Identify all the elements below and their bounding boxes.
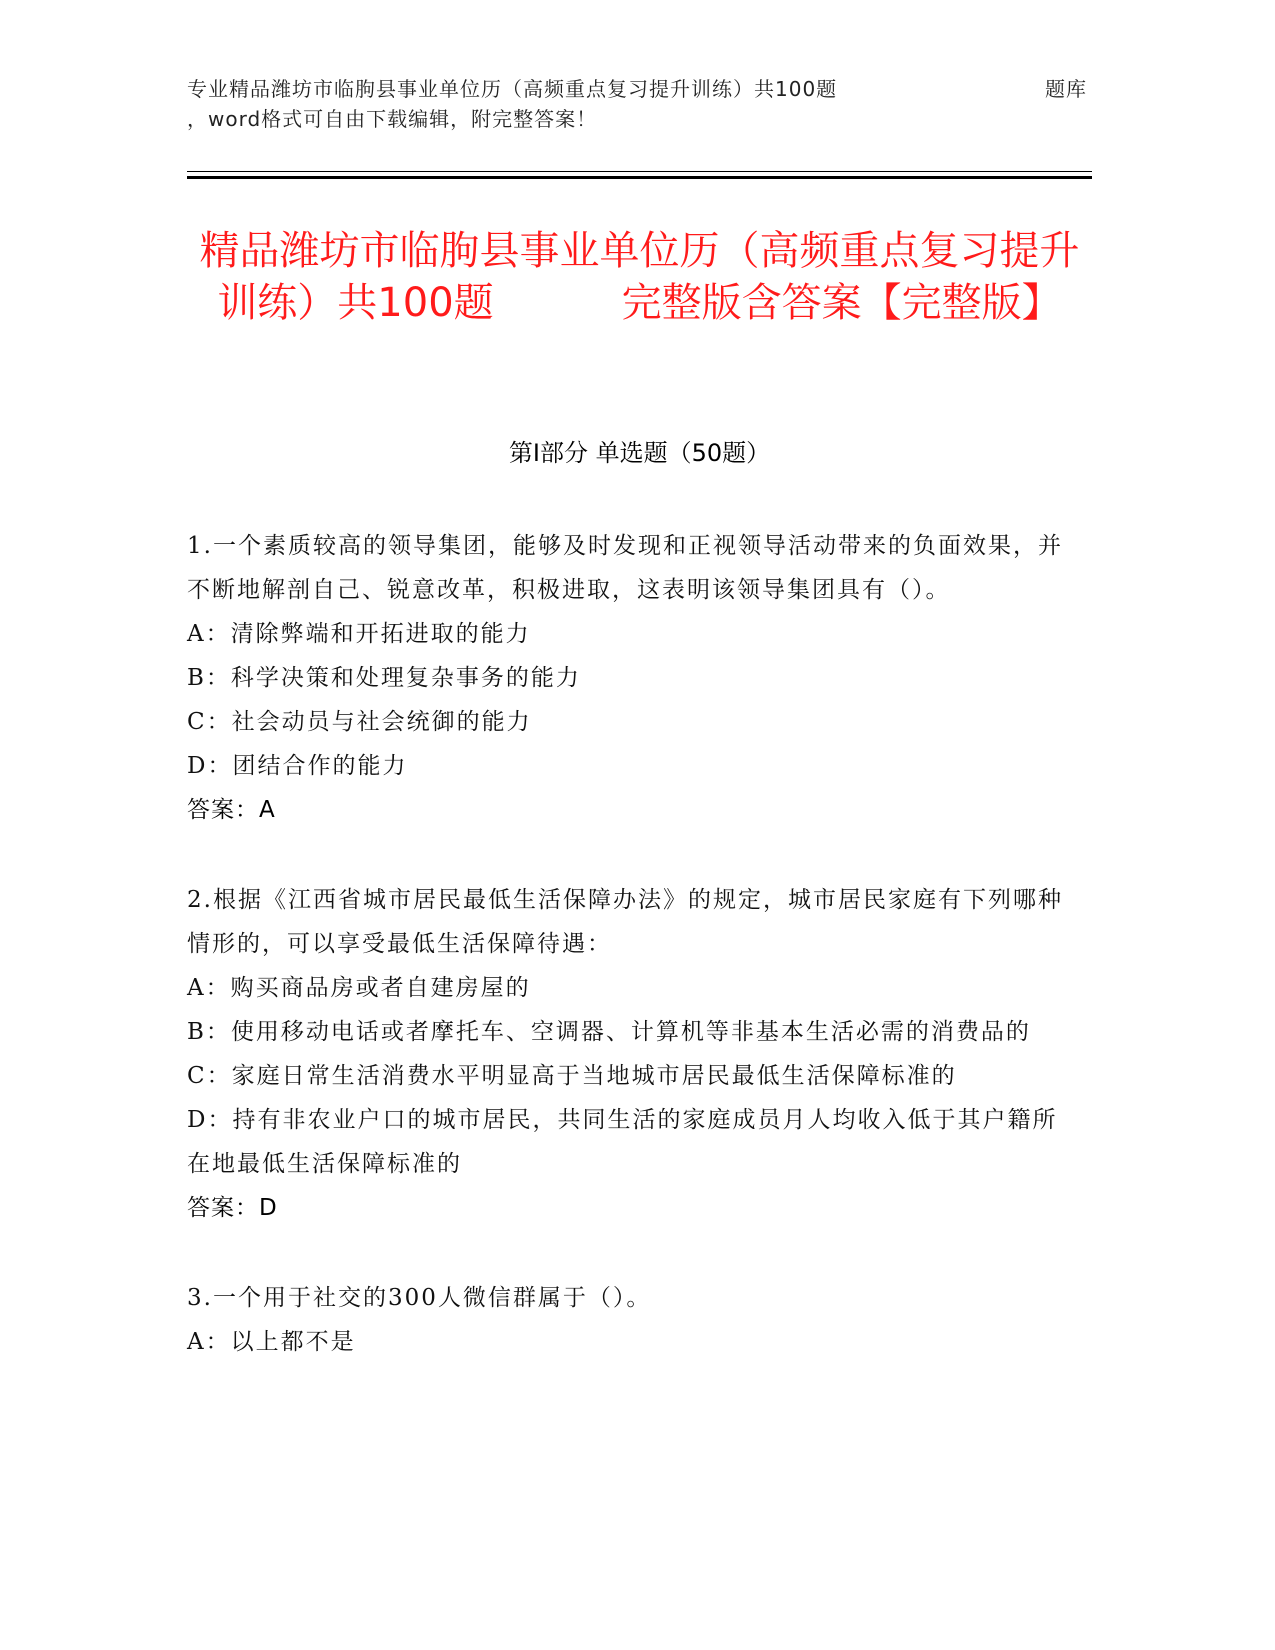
option-a: A：以上都不是 (187, 1329, 356, 1355)
question-1 (187, 524, 1067, 832)
page-header (187, 74, 1087, 134)
header-text: 专业精品潍坊市临朐县事业单位历（高频重点复习提升训练）共100题 (187, 77, 838, 101)
section-title: 第Ⅰ部分 单选题（50题） (508, 439, 771, 467)
question-list (187, 524, 1067, 1410)
header-line-2: ，word格式可自由下载编辑，附完整答案！ (187, 107, 598, 131)
answer: 答案：A (187, 797, 276, 823)
option-c: C：家庭日常生活消费水平明显高于当地城市居民最低生活保障标准的 (187, 1063, 957, 1089)
option-d: D：团结合作的能力 (187, 753, 408, 779)
header-divider-thick (187, 176, 1092, 179)
option-b: B：科学决策和处理复杂事务的能力 (187, 665, 581, 691)
document-title (187, 225, 1092, 329)
question-2 (187, 878, 1067, 1230)
question-stem: 1.一个素质较高的领导集团，能够及时发现和正视领导活动带来的负面效果，并不断地解剖自己、锐意改革，积极进取，这表明该领导集团具有（）。 (187, 533, 1063, 603)
title-part-1: 精品潍坊市临朐县事业单位历（高频重点复习提升训练）共100题 (199, 228, 1080, 326)
question-stem: 3.一个用于社交的300人微信群属于（）。 (187, 1285, 652, 1311)
question-stem: 2.根据《江西省城市居民最低生活保障办法》的规定，城市居民家庭有下列哪种情形的，可以享受最低生活保障待遇： (187, 887, 1063, 957)
header-line-1 (187, 74, 1087, 104)
option-a: A：购买商品房或者自建房屋的 (187, 975, 531, 1001)
option-a: A：清除弊端和开拓进取的能力 (187, 621, 531, 647)
option-b: B：使用移动电话或者摩托车、空调器、计算机等非基本生活必需的消费品的 (187, 1019, 1031, 1045)
answer: 答案：D (187, 1195, 278, 1221)
question-3 (187, 1276, 1067, 1364)
title-part-2: 完整版含答案【完整版】 (621, 280, 1062, 326)
option-c: C：社会动员与社会统御的能力 (187, 709, 532, 735)
option-d: D：持有非农业户口的城市居民，共同生活的家庭成员月人均收入低于其户籍所在地最低生活保障标准的 (187, 1107, 1058, 1177)
header-divider-thin (187, 171, 1092, 172)
header-category: 题库 (1045, 77, 1087, 101)
